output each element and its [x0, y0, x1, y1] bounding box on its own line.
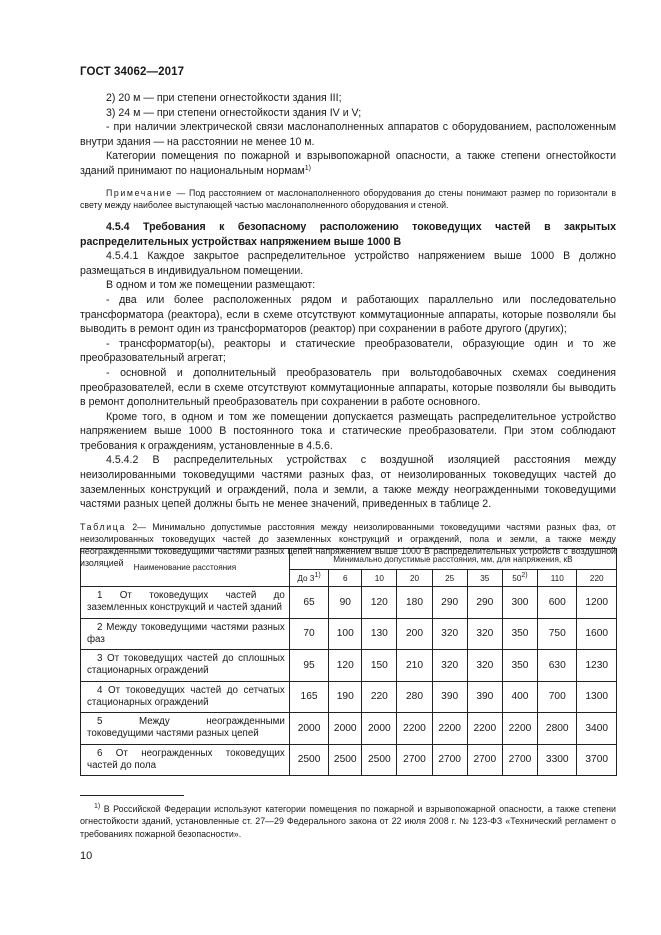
table-row	[81, 744, 617, 776]
distance-value: 2700	[467, 744, 502, 776]
note	[80, 187, 616, 211]
voltage-header: До 3$^{1)}$	[289, 570, 328, 587]
clause-4-5-4-2: 4.5.4.2 В распределительных устройствах с воздушной изоляцией расстояния между неизолированными токоведущими частями разных фаз, от неизолированных токоведущих частей до заземленных конструкций и ограждений, пола и земли, а также между неогражденными токоведущими частями разных цепей должны быть не менее значений, приведенных в таблице 2.	[80, 454, 616, 511]
distance-value: 2200	[502, 713, 537, 745]
paragraph-dc-devices: Кроме того, в одном и том же помещении допускается размещать распределительное устройство напряжением выше 1000 В постоянного тока и статические преобразователи. При этом соблюдают требования к ограждениям, установленные в 4.5.6.	[80, 410, 616, 452]
voltage-header: 6	[329, 570, 362, 587]
list-item-converters: - трансформатор(ы), реакторы и статические преобразователи, образующие один и то же преобразовательный агрегат;	[80, 337, 616, 365]
distance-value: 210	[397, 650, 432, 682]
list-item-3: 3) 24 м — при степени огнестойкости здания IV и V;	[106, 106, 362, 119]
distance-value: 320	[467, 618, 502, 650]
name-column-header: Наименование расстояния	[81, 549, 290, 587]
table-row	[81, 713, 617, 745]
distance-name: 6 От неогражденных токоведущих частей до пола	[81, 744, 290, 776]
distance-value: 2500	[289, 744, 328, 776]
distance-value: 70	[289, 618, 328, 650]
distance-value: 320	[467, 650, 502, 682]
distance-value: 220	[362, 681, 397, 713]
distance-value: 390	[432, 681, 467, 713]
footnote-separator	[80, 795, 184, 796]
distance-value: 2200	[397, 713, 432, 745]
distance-name: 5 Между неогражденными токоведущими частями разных цепей	[81, 713, 290, 745]
page-number: 10	[80, 850, 93, 862]
distance-value: 600	[538, 587, 577, 619]
distance-value: 400	[502, 681, 537, 713]
distances-table	[80, 548, 617, 776]
note-text: — Под расстоянием от маслонаполненного оборудования до стены понимают размер по горизонтали в свету между наиболее выступающей частью маслонаполненного оборудования и стеной.	[80, 187, 616, 210]
voltage-header: 220	[577, 570, 617, 587]
distance-value: 190	[329, 681, 362, 713]
section-title: 4.5.4 Требования к безопасному расположению токоведущих частей в закрытых распределительных устройствах напряжением выше 1000 В	[80, 220, 616, 248]
distance-value: 1300	[577, 681, 617, 713]
footnote-ref: 1)	[304, 164, 311, 172]
distance-value: 290	[432, 587, 467, 619]
distance-value: 2200	[467, 713, 502, 745]
table-row	[81, 681, 617, 713]
table-row	[81, 618, 617, 650]
distance-value: 280	[397, 681, 432, 713]
distance-value: 700	[538, 681, 577, 713]
distance-value: 100	[329, 618, 362, 650]
list-item-transformers: - два или более расположенных рядом и работающих параллельно или последовательно трансформатора (реактора), если в схеме отсутствуют коммутационные аппараты, которые позволяли бы выводить в ремонт один из трансформаторов (реактор) при сохранении в работе другого (других);	[80, 293, 616, 336]
document-code-header: ГОСТ 34062—2017	[80, 66, 185, 78]
table-caption-text: 2— Минимально допустимые расстояния между неизолированными токоведущими частями разных фаз, от неизолированных токоведущих частей до заземленных конструкций и ограждений, пола и земли, а также между неогражденными токоведущими частями разных цепей напряжением выше 1000 В распределительных устройств с воздушной изоляцией	[80, 521, 616, 569]
distance-value: 2700	[432, 744, 467, 776]
distance-value: 150	[362, 650, 397, 682]
distance-value: 2500	[329, 744, 362, 776]
footnote-marker: 1)	[94, 803, 101, 810]
distance-value: 90	[329, 587, 362, 619]
distance-value: 2000	[362, 713, 397, 745]
distance-name: 2 Между токоведущими частями разных фаз	[81, 618, 290, 650]
distance-value: 750	[538, 618, 577, 650]
distance-name: 4 От токоведущих частей до сетчатых стационарных ограждений	[81, 681, 290, 713]
body-text	[80, 91, 616, 570]
distance-value: 120	[362, 587, 397, 619]
distance-value: 2000	[289, 713, 328, 745]
voltage-header: 10	[362, 570, 397, 587]
voltage-group-header: Минимально допустимые расстояния, мм, для напряжения, кВ	[289, 549, 616, 570]
distance-value: 2000	[329, 713, 362, 745]
voltage-header: 25	[432, 570, 467, 587]
distance-value: 2800	[538, 713, 577, 745]
distance-value: 320	[432, 618, 467, 650]
list-item-2: 2) 20 м — при степени огнестойкости здания III;	[106, 92, 342, 104]
distance-value: 320	[432, 650, 467, 682]
distance-value: 1230	[577, 650, 617, 682]
distance-value: 630	[538, 650, 577, 682]
distance-value: 390	[467, 681, 502, 713]
distance-value: 350	[502, 650, 537, 682]
distance-value: 200	[397, 618, 432, 650]
clause-4-5-4-1: 4.5.4.1 Каждое закрытое распределительное устройство напряжением выше 1000 В должно размещаться в индивидуальном помещении.	[80, 250, 616, 277]
table-label: Таблица	[80, 521, 126, 532]
distance-value: 350	[502, 618, 537, 650]
voltage-header: 110	[538, 570, 577, 587]
distance-value: 2200	[432, 713, 467, 745]
distance-value: 3700	[577, 744, 617, 776]
voltage-header: 50$^{2)}$	[502, 570, 537, 587]
distance-value: 120	[329, 650, 362, 682]
paragraph-categories: Категории помещения по пожарной и взрывопожарной опасности, а также степени огнестойкости зданий принимают по национальным нормам$^{1)}$	[80, 150, 616, 177]
paragraph-same-room: В одном и том же помещении размещают:	[106, 279, 316, 292]
distance-name: 3 От токоведущих частей до сплошных стационарных ограждений	[81, 650, 290, 682]
distance-value: 1200	[577, 587, 617, 619]
distance-value: 2500	[362, 744, 397, 776]
distance-value: 2700	[502, 744, 537, 776]
distance-value: 65	[289, 587, 328, 619]
footnote	[80, 803, 616, 840]
table-row	[81, 587, 617, 619]
distance-value: 130	[362, 618, 397, 650]
paragraph-electrical-link: - при наличии электрической связи маслонаполненных аппаратов с оборудованием, расположенным внутри здания — на расстоянии не менее 10 м.	[80, 121, 616, 148]
distance-value: 180	[397, 587, 432, 619]
voltage-header: 35	[467, 570, 502, 587]
distance-value: 3400	[577, 713, 617, 745]
distance-value: 95	[289, 650, 328, 682]
distance-value: 1600	[577, 618, 617, 650]
distance-name: 1 От токоведущих частей до заземленных конструкций и частей зданий	[81, 587, 290, 619]
distance-value: 300	[502, 587, 537, 619]
distance-value: 2700	[397, 744, 432, 776]
distance-value: 3300	[538, 744, 577, 776]
voltage-header: 20	[397, 570, 432, 587]
distance-value: 290	[467, 587, 502, 619]
footnote-text: В Российской Федерации используют категории помещения по пожарной и взрывопожарной опасности, а также степени огнестойкости зданий, установленные ст. 27—29 Федерального закона от 22 июля 2008 г. № 123-ФЗ «Технический регламент о требованиях пожарной безопасности».	[80, 804, 616, 839]
list-item-booster: - основной и дополнительный преобразователь при вольтодобавочных схемах соединения преобразователей, если в схеме отсутствуют коммутационные аппараты, которые позволяли бы выводить в ремонт дополнительный преобразователь при сохранении в работе основного.	[80, 366, 616, 409]
note-label: Примечание	[106, 187, 173, 198]
table-row	[81, 650, 617, 682]
distance-value: 165	[289, 681, 328, 713]
